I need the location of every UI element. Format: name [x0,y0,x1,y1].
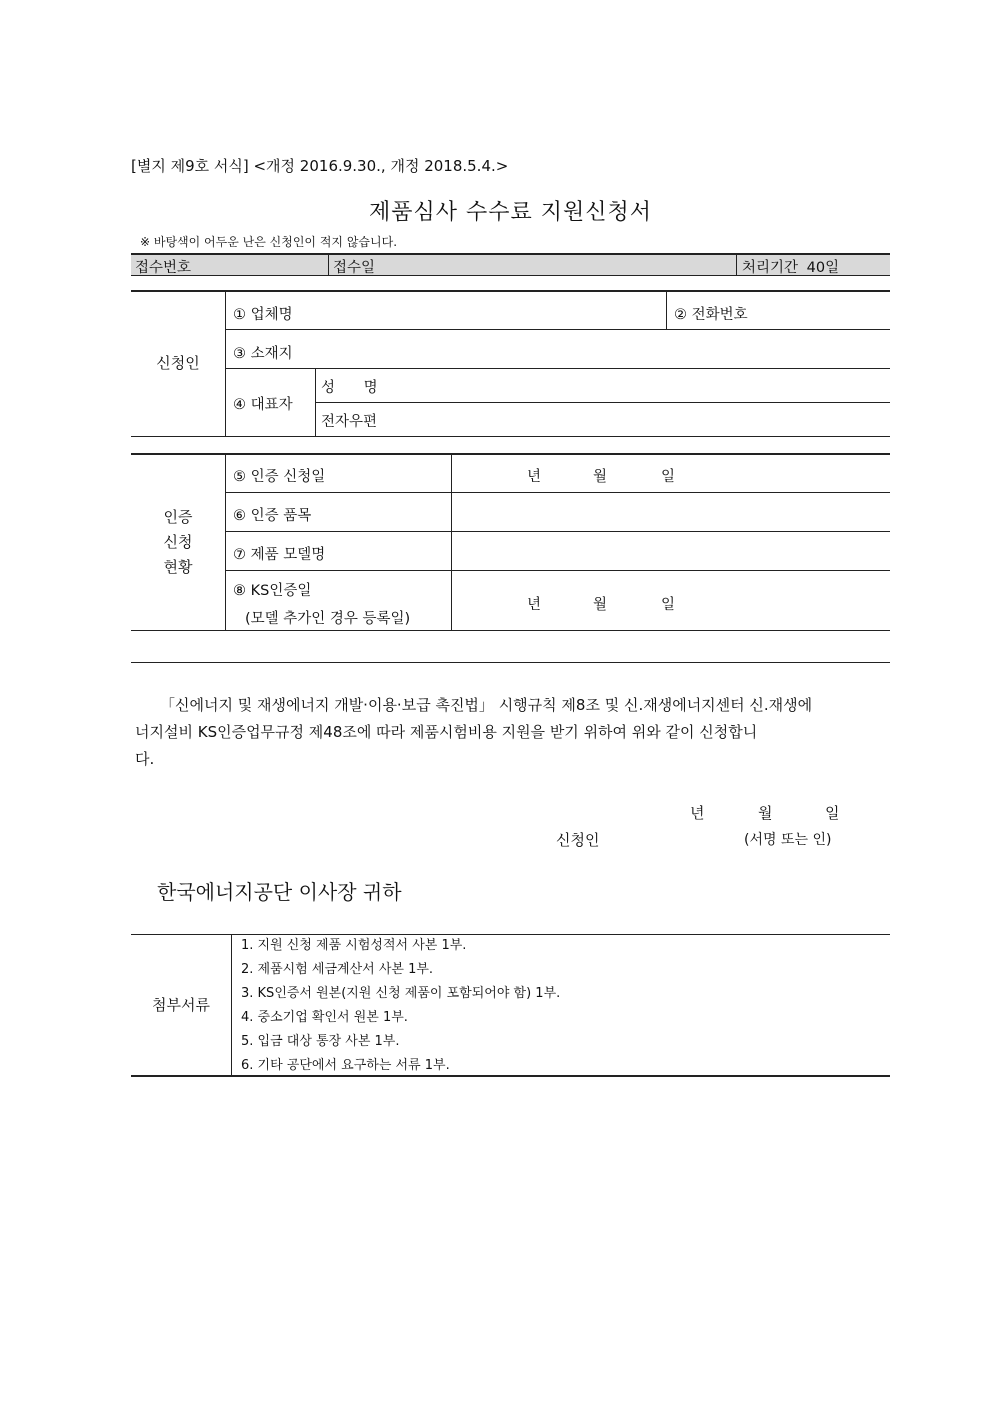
applicant-divider [315,368,316,436]
cert-section-line: 인증 [163,508,193,526]
attachment-item: 4. 중소기업 확인서 원본 1부. [241,1010,408,1025]
representative-email-label: 전자우편 [321,414,378,430]
ks-cert-year: 년 [527,597,542,613]
signature-month: 월 [758,804,773,822]
attachment-item: 6. 기타 공단에서 요구하는 서류 1부. [241,1058,450,1073]
address-label: ③ 소재지 [233,346,293,362]
attachments-divider [231,934,232,1075]
attachments-label: 첨부서류 [152,996,210,1014]
receipt-number-label: 접수번호 [135,260,192,276]
statement-line: 「신에너지 및 재생에너지 개발·이용·보급 촉진법」 시행규칙 제8조 및 신.재생에너지센터 신.재생에 [160,696,813,714]
cert-apply-month: 월 [593,469,608,485]
attachment-item: 5. 입금 대상 통장 사본 1부. [241,1034,400,1049]
representative-label: ④ 대표자 [233,397,293,413]
cert-apply-date-label: ⑤ 인증 신청일 [233,469,326,485]
applicant-divider [666,290,667,329]
cert-row-border [225,570,890,571]
section-separator [131,662,890,663]
cert-bottom-border [131,630,890,631]
applicant-row-border [315,402,890,403]
company-name-label: ① 업체명 [233,307,293,323]
cert-section-line: 신청 [163,533,193,551]
cert-section-line: 현황 [163,558,193,576]
applicant-row-border [225,329,890,330]
cert-row-border [225,531,890,532]
form-reference: [별지 제9호 서식] <개정 2016.9.30., 개정 2018.5.4.> [131,157,509,175]
signature-applicant-label: 신청인 [556,831,600,849]
processing-period-label: 처리기간 40일 [742,260,840,276]
cert-divider [451,453,452,630]
ks-cert-date-label: ⑧ KS인증일 [233,583,312,599]
ks-cert-day: 일 [661,597,676,613]
signature-day: 일 [825,804,840,822]
attachment-item: 1. 지원 신청 제품 시험성적서 사본 1부. [241,938,467,953]
signature-year: 년 [690,804,705,822]
ks-cert-month: 월 [593,597,608,613]
attachment-item: 3. KS인증서 원본(지원 신청 제품이 포함되어야 함) 1부. [241,986,561,1001]
receipt-divider [328,253,329,275]
applicant-section-label: 신청인 [156,354,200,372]
statement-line: 너지설비 KS인증업무규정 제48조에 따라 제품시험비용 지원을 받기 위하여 위와 같이 신청합니 [135,723,758,741]
cert-apply-day: 일 [661,469,676,485]
application-statement [135,692,890,773]
signature-note: (서명 또는 인) [744,832,832,848]
recipient: 한국에너지공단 이사장 귀하 [157,880,402,904]
shading-notice: ※ 바탕색이 어두운 난은 신청인이 적지 않습니다. [140,235,398,249]
cert-top-border [131,453,890,455]
cert-divider [225,453,226,630]
phone-number-label: ② 전화번호 [674,307,748,323]
cert-apply-year: 년 [527,469,542,485]
applicant-divider [225,290,226,436]
cert-section-label [131,505,225,580]
document-title: 제품심사 수수료 지원신청서 [368,200,652,225]
attachments-list [241,934,560,1078]
receipt-top-border [131,253,890,255]
cert-model-label: ⑦ 제품 모델명 [233,547,326,563]
ks-cert-date-note: (모델 추가인 경우 등록일) [245,611,411,627]
representative-name-label: 성 명 [321,380,378,396]
receipt-date-label: 접수일 [333,260,376,276]
cert-item-label: ⑥ 인증 품목 [233,508,312,524]
statement-line: 다. [135,750,155,768]
receipt-divider [736,253,737,275]
applicant-bottom-border [131,436,890,437]
applicant-row-border [225,368,890,369]
applicant-top-border [131,290,890,292]
attachment-item: 2. 제품시험 세금계산서 사본 1부. [241,962,434,977]
cert-row-border [225,492,890,493]
